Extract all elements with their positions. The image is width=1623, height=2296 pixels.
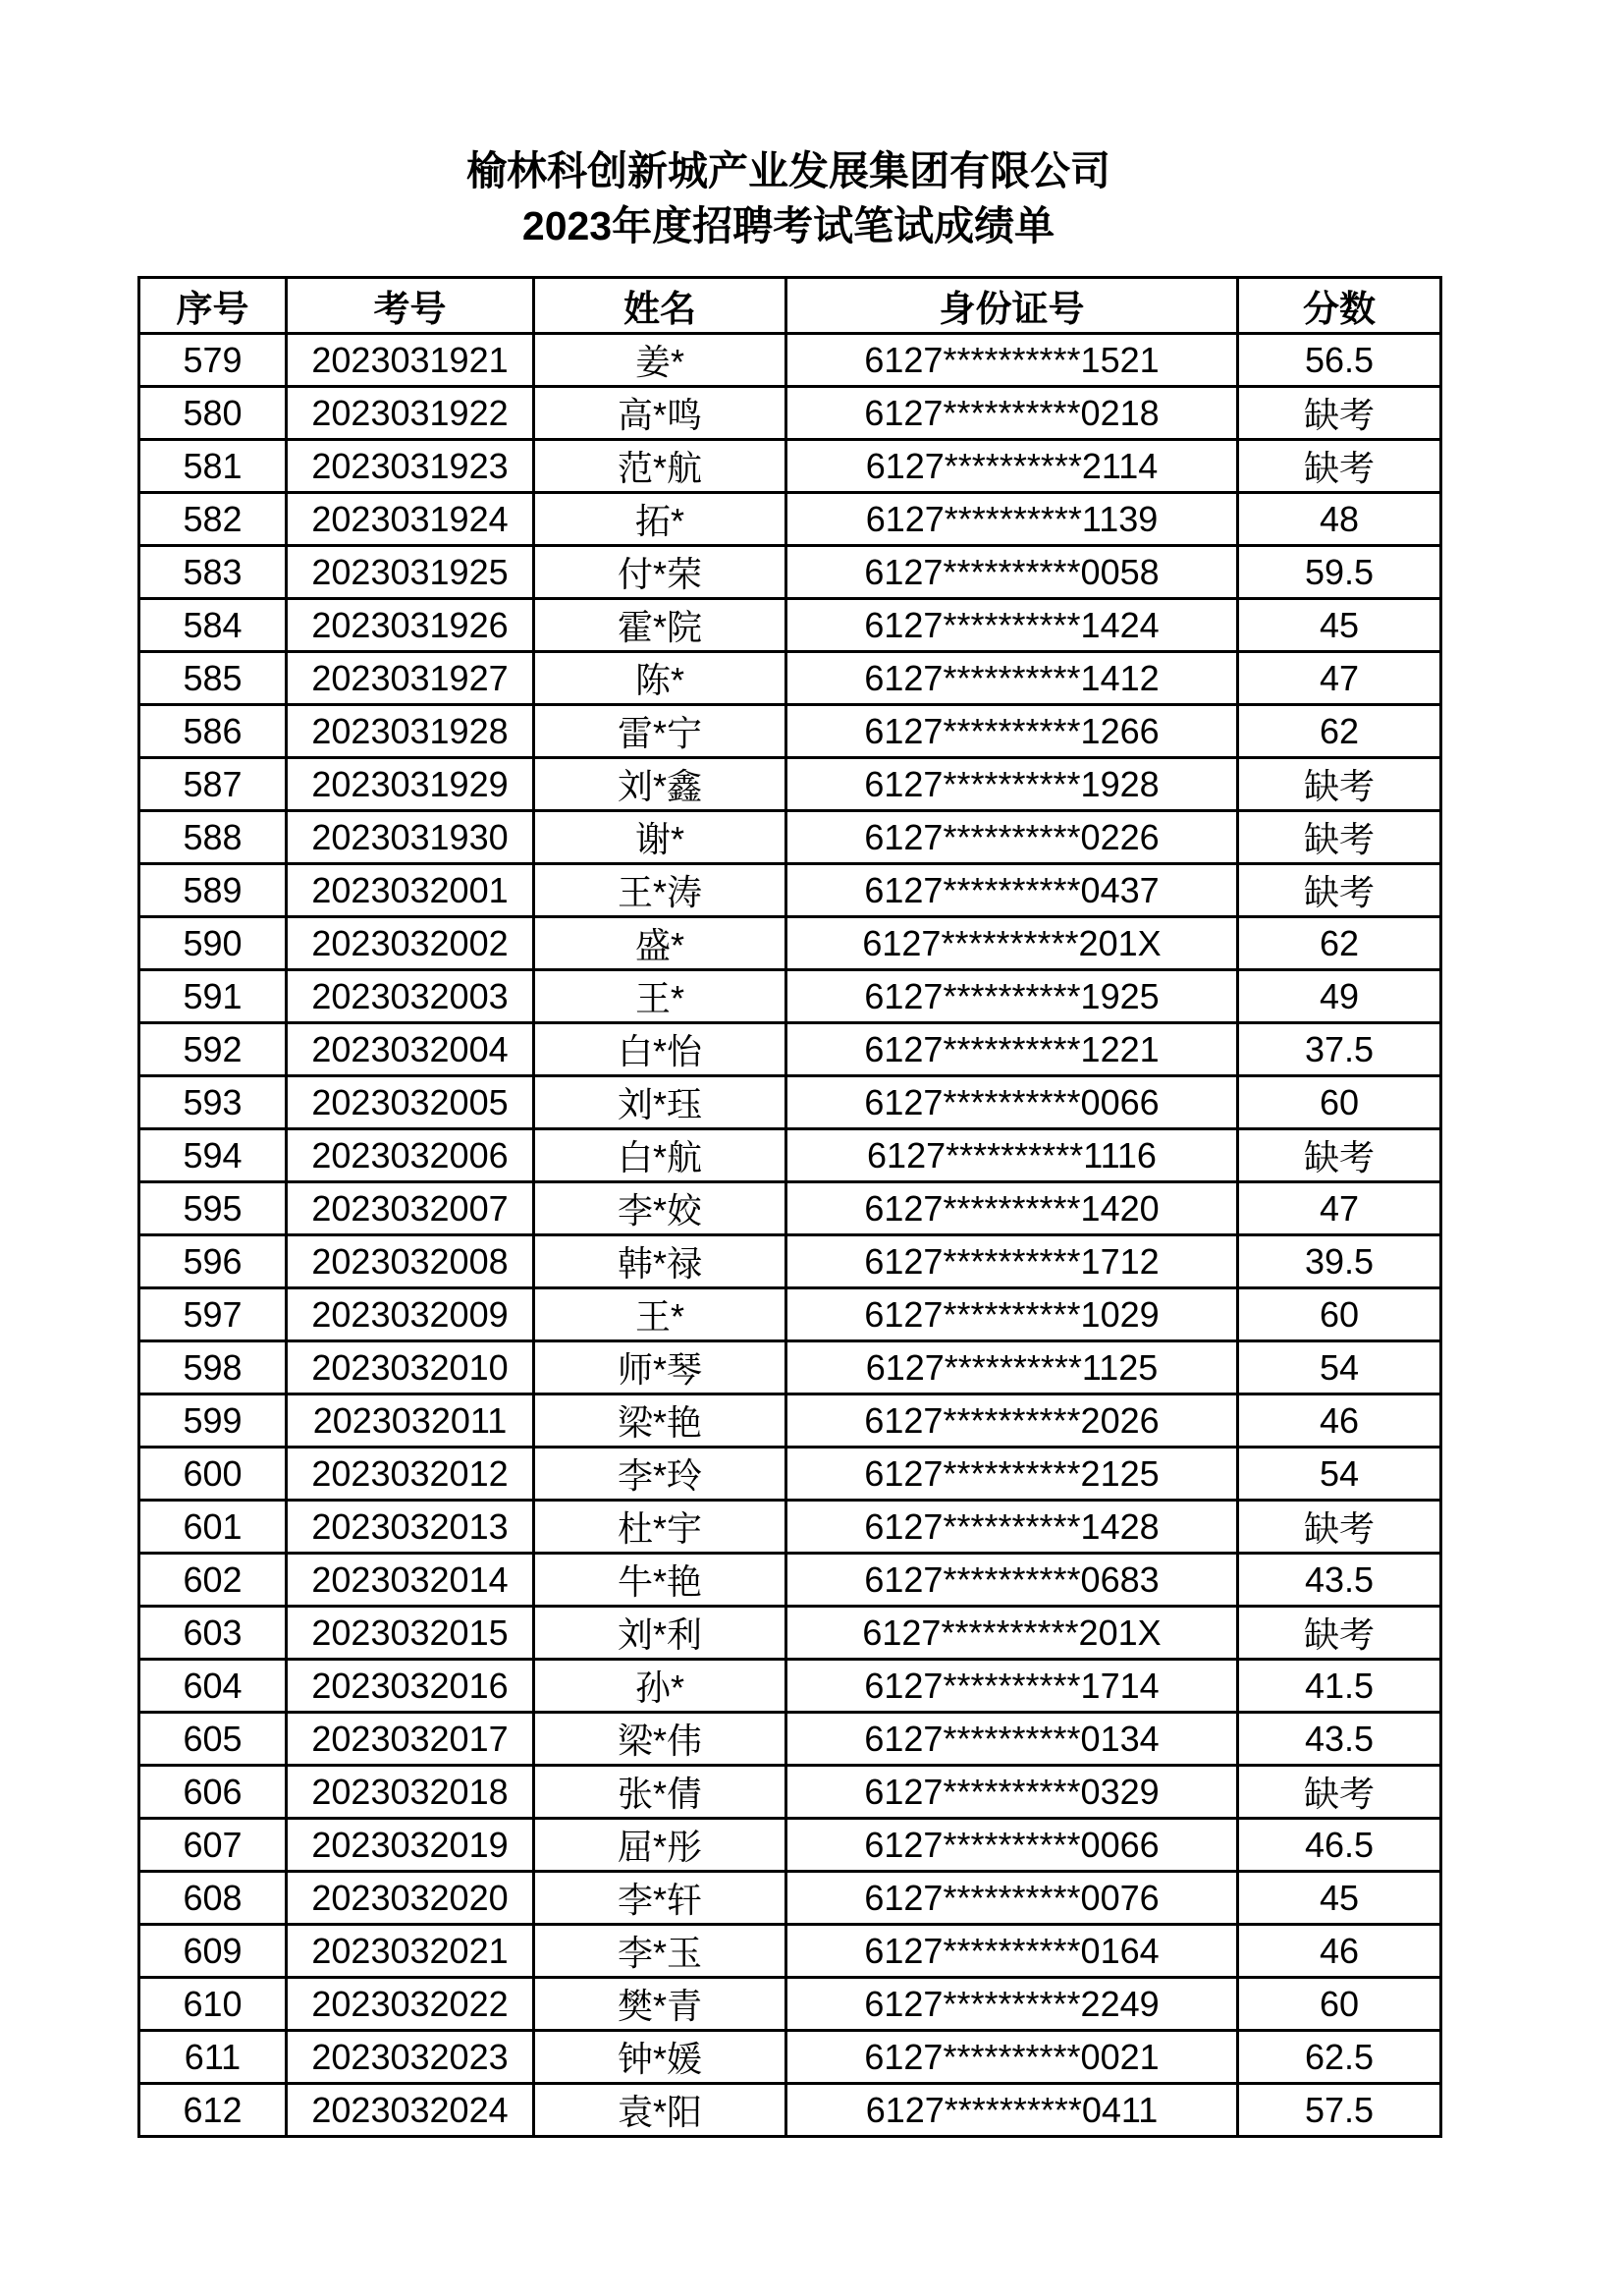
cell-name: 梁*伟 [534,1713,786,1766]
cell-name: 李*玲 [534,1448,786,1501]
company-title: 榆林科创新城产业发展集团有限公司 [466,148,1110,193]
table-row [139,599,1441,652]
table-row [139,493,1441,546]
cell-id-number: 6127**********1266 [786,705,1238,758]
cell-id-number: 6127**********1714 [786,1660,1238,1713]
cell-id-number: 6127**********0411 [786,2084,1238,2137]
table-row [139,970,1441,1023]
cell-score: 46 [1238,1394,1441,1448]
cell-name: 雷*宁 [534,705,786,758]
cell-id-number: 6127**********1221 [786,1023,1238,1076]
cell-score: 56.5 [1238,334,1441,387]
cell-serial: 587 [139,758,287,811]
table-row [139,546,1441,599]
cell-exam-number: 2023032013 [287,1501,534,1554]
cell-exam-number: 2023031927 [287,652,534,705]
cell-score: 60 [1238,1076,1441,1129]
cell-serial: 610 [139,1978,287,2031]
cell-score: 49 [1238,970,1441,1023]
cell-exam-number: 2023031925 [287,546,534,599]
cell-score: 39.5 [1238,1235,1441,1288]
cell-name: 霍*院 [534,599,786,652]
cell-id-number: 6127**********1420 [786,1182,1238,1235]
cell-exam-number: 2023031921 [287,334,534,387]
cell-serial: 605 [139,1713,287,1766]
cell-serial: 609 [139,1925,287,1978]
cell-exam-number: 2023032020 [287,1872,534,1925]
table-row [139,334,1441,387]
cell-exam-number: 2023031930 [287,811,534,864]
table-row [139,1660,1441,1713]
cell-name: 刘*利 [534,1607,786,1660]
cell-exam-number: 2023032004 [287,1023,534,1076]
cell-serial: 582 [139,493,287,546]
cell-score: 47 [1238,652,1441,705]
table-row [139,1819,1441,1872]
cell-score: 缺考 [1238,387,1441,440]
table-row [139,1554,1441,1607]
cell-id-number: 6127**********2249 [786,1978,1238,2031]
table-row [139,1448,1441,1501]
score-table [137,276,1442,2138]
cell-score: 48 [1238,493,1441,546]
table-row [139,1076,1441,1129]
cell-name: 王* [534,1288,786,1341]
cell-score: 60 [1238,1978,1441,2031]
header-score: 分数 [1238,278,1441,334]
cell-serial: 602 [139,1554,287,1607]
table-row [139,1766,1441,1819]
cell-name: 刘*珏 [534,1076,786,1129]
cell-exam-number: 2023032024 [287,2084,534,2137]
cell-serial: 585 [139,652,287,705]
cell-serial: 593 [139,1076,287,1129]
table-row [139,811,1441,864]
cell-id-number: 6127**********0021 [786,2031,1238,2084]
cell-serial: 606 [139,1766,287,1819]
cell-exam-number: 2023032007 [287,1182,534,1235]
table-row [139,1023,1441,1076]
cell-score: 57.5 [1238,2084,1441,2137]
table-row [139,1925,1441,1978]
cell-name: 付*荣 [534,546,786,599]
cell-name: 屈*彤 [534,1819,786,1872]
document-subtitle: 2023年度招聘考试笔试成绩单 [521,203,1055,248]
cell-id-number: 6127**********2026 [786,1394,1238,1448]
cell-serial: 589 [139,864,287,917]
cell-serial: 597 [139,1288,287,1341]
cell-exam-number: 2023032002 [287,917,534,970]
cell-exam-number: 2023032014 [287,1554,534,1607]
cell-score: 45 [1238,1872,1441,1925]
cell-exam-number: 2023032023 [287,2031,534,2084]
cell-name: 高*鸣 [534,387,786,440]
cell-id-number: 6127**********1712 [786,1235,1238,1288]
cell-id-number: 6127**********0329 [786,1766,1238,1819]
cell-exam-number: 2023032022 [287,1978,534,2031]
table-row [139,1607,1441,1660]
cell-id-number: 6127**********0066 [786,1076,1238,1129]
cell-id-number: 6127**********0164 [786,1925,1238,1978]
table-row [139,2031,1441,2084]
cell-name: 范*航 [534,440,786,493]
cell-score: 47 [1238,1182,1441,1235]
cell-score: 46.5 [1238,1819,1441,1872]
cell-exam-number: 2023032015 [287,1607,534,1660]
cell-score: 45 [1238,599,1441,652]
cell-serial: 586 [139,705,287,758]
cell-score: 缺考 [1238,1501,1441,1554]
cell-id-number: 6127**********1029 [786,1288,1238,1341]
cell-serial: 594 [139,1129,287,1182]
cell-exam-number: 2023032012 [287,1448,534,1501]
cell-serial: 604 [139,1660,287,1713]
cell-name: 孙* [534,1660,786,1713]
table-row [139,440,1441,493]
cell-name: 姜* [534,334,786,387]
header-name: 姓名 [534,278,786,334]
cell-serial: 583 [139,546,287,599]
cell-id-number: 6127**********1125 [786,1341,1238,1394]
table-row [139,1341,1441,1394]
cell-serial: 590 [139,917,287,970]
cell-id-number: 6127**********0437 [786,864,1238,917]
cell-score: 62.5 [1238,2031,1441,2084]
cell-name: 陈* [534,652,786,705]
cell-name: 张*倩 [534,1766,786,1819]
cell-score: 62 [1238,705,1441,758]
cell-name: 王* [534,970,786,1023]
cell-name: 谢* [534,811,786,864]
cell-score: 缺考 [1238,811,1441,864]
cell-exam-number: 2023031926 [287,599,534,652]
table-row [139,1182,1441,1235]
cell-exam-number: 2023032011 [287,1394,534,1448]
cell-score: 41.5 [1238,1660,1441,1713]
cell-serial: 584 [139,599,287,652]
cell-exam-number: 2023032009 [287,1288,534,1341]
table-row [139,387,1441,440]
cell-serial: 600 [139,1448,287,1501]
cell-exam-number: 2023031928 [287,705,534,758]
cell-serial: 595 [139,1182,287,1235]
cell-name: 钟*媛 [534,2031,786,2084]
table-row [139,1978,1441,2031]
cell-score: 缺考 [1238,1766,1441,1819]
cell-serial: 581 [139,440,287,493]
cell-name: 王*涛 [534,864,786,917]
cell-name: 刘*鑫 [534,758,786,811]
cell-name: 白*怡 [534,1023,786,1076]
cell-serial: 592 [139,1023,287,1076]
cell-score: 缺考 [1238,864,1441,917]
cell-id-number: 6127**********1412 [786,652,1238,705]
cell-serial: 579 [139,334,287,387]
cell-exam-number: 2023031929 [287,758,534,811]
cell-serial: 598 [139,1341,287,1394]
cell-score: 54 [1238,1448,1441,1501]
cell-serial: 599 [139,1394,287,1448]
cell-exam-number: 2023032008 [287,1235,534,1288]
table-row [139,1872,1441,1925]
cell-exam-number: 2023031924 [287,493,534,546]
cell-serial: 603 [139,1607,287,1660]
table-row [139,2084,1441,2137]
cell-id-number: 6127**********0076 [786,1872,1238,1925]
cell-serial: 596 [139,1235,287,1288]
cell-id-number: 6127**********201X [786,917,1238,970]
cell-id-number: 6127**********1424 [786,599,1238,652]
header-row [139,278,1441,334]
cell-name: 袁*阳 [534,2084,786,2137]
header-exam-number: 考号 [287,278,534,334]
cell-exam-number: 2023032019 [287,1819,534,1872]
cell-serial: 607 [139,1819,287,1872]
table-row [139,1129,1441,1182]
table-row [139,652,1441,705]
cell-score: 37.5 [1238,1023,1441,1076]
cell-id-number: 6127**********0218 [786,387,1238,440]
table-row [139,1288,1441,1341]
cell-name: 拓* [534,493,786,546]
cell-score: 缺考 [1238,758,1441,811]
cell-exam-number: 2023032018 [287,1766,534,1819]
score-table-header [139,278,1441,334]
cell-serial: 612 [139,2084,287,2137]
cell-serial: 608 [139,1872,287,1925]
cell-score: 缺考 [1238,1129,1441,1182]
cell-name: 盛* [534,917,786,970]
cell-serial: 580 [139,387,287,440]
cell-exam-number: 2023032003 [287,970,534,1023]
cell-exam-number: 2023032001 [287,864,534,917]
cell-name: 李*玉 [534,1925,786,1978]
cell-id-number: 6127**********2114 [786,440,1238,493]
cell-score: 缺考 [1238,1607,1441,1660]
cell-score: 46 [1238,1925,1441,1978]
cell-name: 樊*青 [534,1978,786,2031]
cell-id-number: 6127**********1928 [786,758,1238,811]
cell-score: 43.5 [1238,1713,1441,1766]
table-row [139,917,1441,970]
cell-score: 54 [1238,1341,1441,1394]
cell-name: 师*琴 [534,1341,786,1394]
header-serial: 序号 [139,278,287,334]
cell-name: 白*航 [534,1129,786,1182]
cell-id-number: 6127**********1925 [786,970,1238,1023]
cell-serial: 591 [139,970,287,1023]
cell-exam-number: 2023032006 [287,1129,534,1182]
cell-id-number: 6127**********1116 [786,1129,1238,1182]
cell-id-number: 6127**********1139 [786,493,1238,546]
cell-id-number: 6127**********0226 [786,811,1238,864]
table-row [139,1394,1441,1448]
score-table-body [139,334,1441,2137]
table-row [139,1501,1441,1554]
cell-name: 韩*禄 [534,1235,786,1288]
table-row [139,758,1441,811]
cell-name: 李*姣 [534,1182,786,1235]
cell-serial: 611 [139,2031,287,2084]
cell-exam-number: 2023031923 [287,440,534,493]
cell-exam-number: 2023032021 [287,1925,534,1978]
cell-score: 缺考 [1238,440,1441,493]
cell-exam-number: 2023031922 [287,387,534,440]
cell-id-number: 6127**********1521 [786,334,1238,387]
table-row [139,1235,1441,1288]
cell-id-number: 6127**********1428 [786,1501,1238,1554]
cell-id-number: 6127**********0066 [786,1819,1238,1872]
table-row [139,864,1441,917]
cell-name: 李*轩 [534,1872,786,1925]
cell-exam-number: 2023032010 [287,1341,534,1394]
cell-id-number: 6127**********201X [786,1607,1238,1660]
cell-serial: 588 [139,811,287,864]
header-id-number: 身份证号 [786,278,1238,334]
cell-exam-number: 2023032016 [287,1660,534,1713]
table-row [139,705,1441,758]
cell-name: 杜*宇 [534,1501,786,1554]
cell-id-number: 6127**********0058 [786,546,1238,599]
document-title-block [137,143,1439,253]
cell-score: 62 [1238,917,1441,970]
cell-name: 梁*艳 [534,1394,786,1448]
cell-id-number: 6127**********2125 [786,1448,1238,1501]
cell-serial: 601 [139,1501,287,1554]
cell-id-number: 6127**********0134 [786,1713,1238,1766]
cell-score: 43.5 [1238,1554,1441,1607]
cell-score: 59.5 [1238,546,1441,599]
cell-exam-number: 2023032005 [287,1076,534,1129]
table-row [139,1713,1441,1766]
cell-id-number: 6127**********0683 [786,1554,1238,1607]
cell-score: 60 [1238,1288,1441,1341]
cell-name: 牛*艳 [534,1554,786,1607]
cell-exam-number: 2023032017 [287,1713,534,1766]
